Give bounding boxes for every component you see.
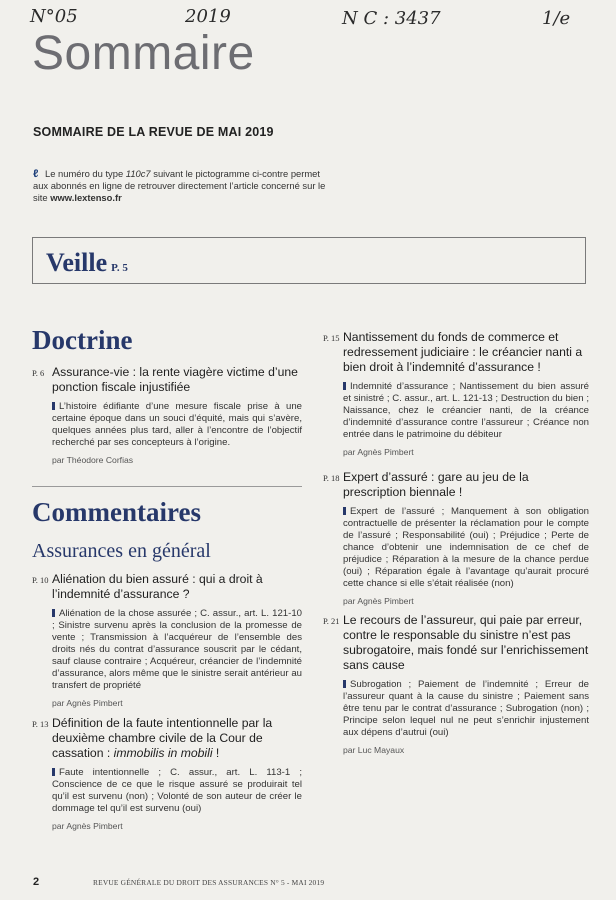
article-page: P. 13 bbox=[32, 719, 49, 729]
article-author: par Théodore Corfias bbox=[52, 455, 134, 465]
article-desc: Aliénation de la chose assurée ; C. assur., art. L. 121-10 ; Sinistre survenu après la conclusion de la promesse de vente ; Transmission à l’acquéreur de l’ensemble des droits nés du contrat d’assurance souscrit par le cédant, sauf clause contraire ; Acquéreur, créancier de l’indemnité d’assurance, alors même que le sinistre serait antérieur au transfert de propriété bbox=[52, 608, 302, 691]
note-site-link[interactable]: www.lextenso.fr bbox=[50, 192, 122, 203]
article-desc: Faute intentionnelle ; C. assur., art. L. 113-1 ; Conscience de ce que le risque assuré se produirait tel qu’il est survenu (non) ; Volonté de son auteur de créer le dommage tel qu’il est survenu (oui) bbox=[52, 767, 302, 814]
article-p13[interactable] bbox=[32, 716, 302, 831]
article-author: par Luc Mayaux bbox=[343, 745, 405, 755]
article-page: P. 21 bbox=[323, 616, 340, 626]
commentaires-subheading: Assurances en général bbox=[32, 540, 211, 562]
article-p18[interactable] bbox=[323, 470, 589, 606]
lextenso-note bbox=[33, 168, 333, 204]
veille-page: P. 5 bbox=[111, 262, 128, 274]
article-page: P. 10 bbox=[32, 575, 49, 585]
article-desc: Subrogation ; Paiement de l’indemnité ; Erreur de l’assureur quant à la cause du sinistre ; Paiement sans être tenu par le contrat d’assurance ; Subrogation (non) ; Principe selon lequel nul ne peut s’enrichir injustement aux dépens d’autrui (oui) bbox=[343, 679, 589, 738]
note-text-2: suivant le pictogramme ci-contre permet aux abonnés en ligne de retrouver directement l’article concerné sur le site bbox=[33, 168, 326, 203]
note-text: Le numéro du type bbox=[45, 168, 126, 179]
article-title: Assurance-vie : la rente viagère victime d’une ponction fiscale injustifiée bbox=[52, 365, 298, 394]
footer-page-number: 2 bbox=[33, 876, 40, 888]
article-desc: Expert de l’assuré ; Manquement à son obligation contractuelle de présenter la réclamation pour le compte de l’assuré ; Responsabilité (oui) ; Préjudice ; Perte de chance d’obtenir une indemnisation de ce chef de préjudice ; Réparation à la mesure de la chance perdue (oui) ; Réparation égale à l’avantage qu’aurait procuré cette chance si elle s’était réalisée (non) bbox=[343, 506, 589, 589]
article-p6[interactable] bbox=[32, 365, 302, 465]
article-author: par Agnès Pimbert bbox=[52, 821, 123, 831]
doctrine-heading: Doctrine bbox=[32, 325, 133, 355]
article-title: Nantissement du fonds de commerce et redressement judiciaire : le créancier nanti a bien droit à l’indemnité d’assurance ! bbox=[343, 330, 583, 374]
article-author: par Agnès Pimbert bbox=[52, 698, 123, 708]
lextenso-pictogram-icon: ℓ bbox=[33, 168, 39, 180]
article-page: P. 18 bbox=[323, 473, 340, 483]
page-title: Sommaire bbox=[32, 27, 255, 80]
veille-heading[interactable] bbox=[46, 248, 128, 278]
footer-journal: REVUE GÉNÉRALE DU DROIT DES ASSURANCES N° 5 - MAI 2019 bbox=[93, 878, 325, 887]
article-desc: L’histoire édifiante d’une mesure fiscale prise à une certaine époque dans un souci d’équité, mais qui s’avère, quelques années plus tard, aller à l’encontre de l’objectif recherché par ses concepteurs à l’origine. bbox=[52, 401, 302, 448]
article-desc: Indemnité d’assurance ; Nantissement du bien assuré et sinistré ; C. assur., art. L. 121-13 ; Destruction du bien ; Naissance, chez le créancier nanti, de la créance d’indemnité d’assurance contre l’assureur ; Créance non entrée dans le patrimoine du débiteur bbox=[343, 381, 589, 440]
note-code: 110c7 bbox=[125, 168, 151, 179]
handwritten-number: N°05 bbox=[30, 6, 78, 27]
article-p15[interactable] bbox=[323, 330, 589, 457]
veille-label: Veille bbox=[46, 248, 108, 277]
handwritten-mark: 1/e bbox=[542, 8, 571, 29]
article-title: Définition de la faute intentionnelle par la deuxième chambre civile de la Cour de cassation : immobilis in mobili ! bbox=[52, 716, 273, 760]
article-title: Expert d’assuré : gare au jeu de la prescription biennale ! bbox=[343, 470, 529, 499]
article-p21[interactable] bbox=[323, 613, 589, 755]
page-subtitle: SOMMAIRE DE LA REVUE DE MAI 2019 bbox=[33, 125, 274, 139]
article-page: P. 15 bbox=[323, 333, 340, 343]
article-author: par Agnès Pimbert bbox=[343, 596, 414, 606]
handwritten-year: 2019 bbox=[185, 6, 231, 27]
commentaires-heading: Commentaires bbox=[32, 497, 201, 527]
divider bbox=[32, 486, 302, 487]
article-page: P. 6 bbox=[32, 368, 45, 378]
article-title: Le recours de l’assureur, qui paie par erreur, contre le responsable du sinistre n’est pas subrogatoire, mais fondé sur l’enrichissement sans cause bbox=[343, 613, 589, 672]
article-p10[interactable] bbox=[32, 572, 302, 708]
handwritten-code: N C : 3437 bbox=[342, 8, 441, 29]
article-title: Aliénation du bien assuré : qui a droit à l’indemnité d’assurance ? bbox=[52, 572, 263, 601]
article-author: par Agnès Pimbert bbox=[343, 447, 414, 457]
